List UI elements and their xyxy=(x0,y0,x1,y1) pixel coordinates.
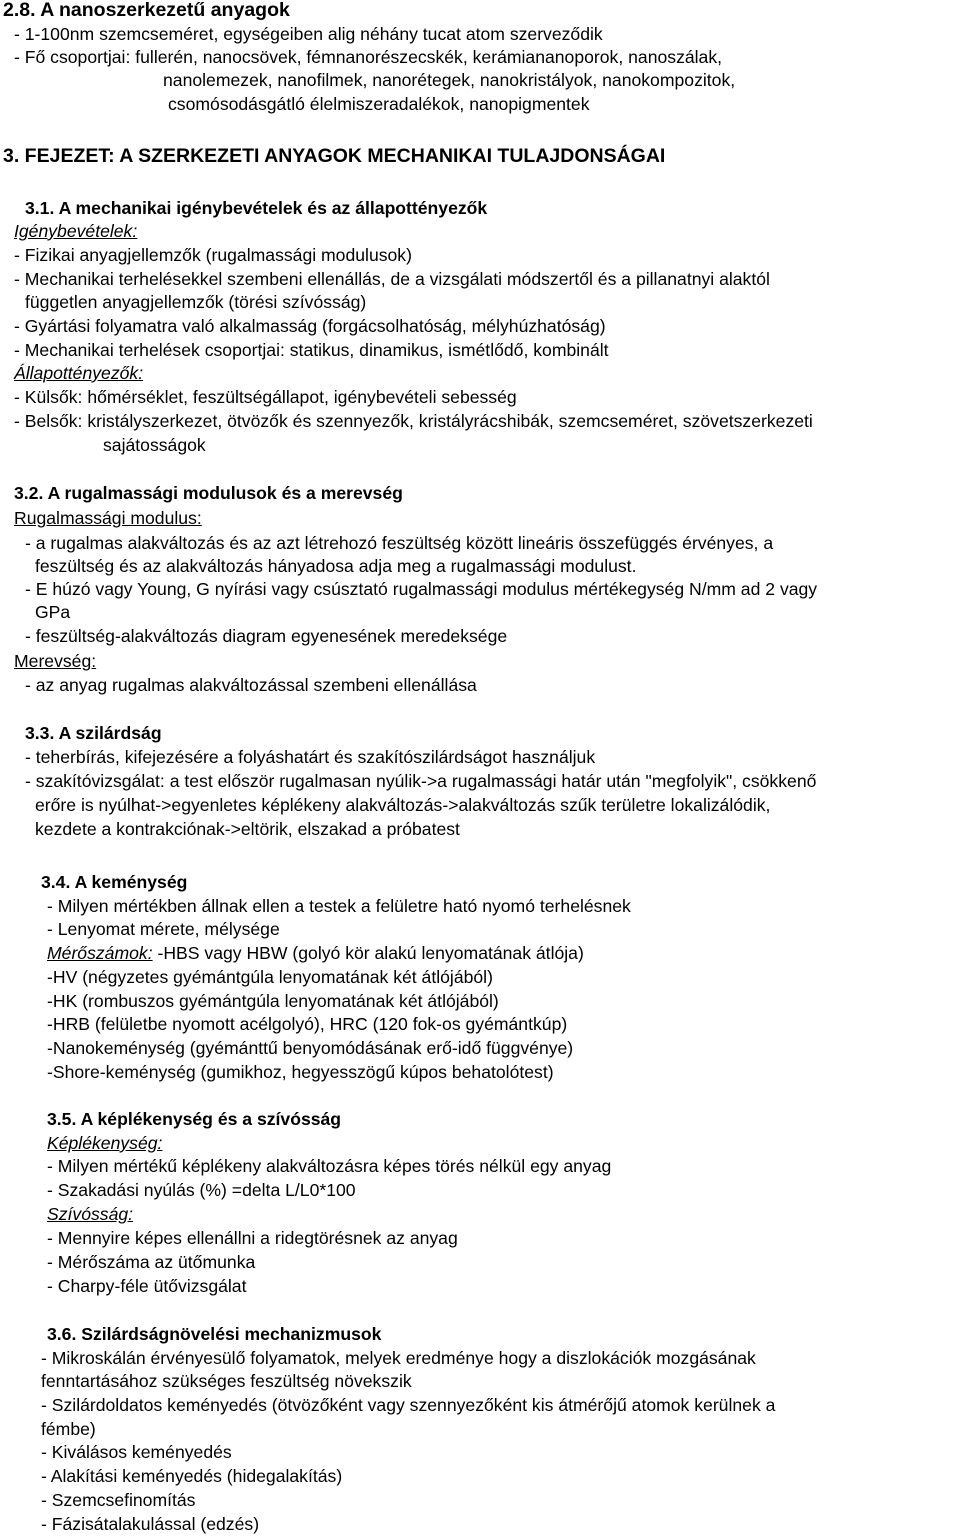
s31-line-6: - Külsők: hőmérséklet, feszültségállapot, igénybevételi sebesség xyxy=(14,387,517,407)
s32-line-3: - E húzó vagy Young, G nyírási vagy csúsztató rugalmassági modulus mértékegység N/mm ad 2 vagy xyxy=(25,579,818,599)
s28-line-4: csomósodásgátló élelmiszeradalékok, nanopigmentek xyxy=(168,94,590,114)
s35-subheading-keplekenyseg: Képlékenység: xyxy=(47,1133,163,1153)
s34-line-6: -HRB (felületbe nyomott acélgolyó), HRC (120 fok-os gyémántkúp) xyxy=(47,1014,568,1034)
section-3-5-heading: 3.5. A képlékenység és a szívósság xyxy=(47,1109,342,1129)
section-3-4-heading: 3.4. A keménység xyxy=(41,872,188,892)
s33-line-2: - szakítóvizsgálat: a test először rugalmasan nyúlik->a rugalmassági határ után "megfolyik", csökkenő xyxy=(25,771,817,791)
s34-line-3-row xyxy=(47,942,584,964)
s36-line-5: - Kiválásos keményedés xyxy=(41,1442,232,1462)
s35-line-1: - Milyen mértékű képlékeny alakváltozásra képes törés nélkül egy anyag xyxy=(47,1156,612,1176)
chapter-3-heading: 3. FEJEZET: A SZERKEZETI ANYAGOK MECHANIKAI TULAJDONSÁGAI xyxy=(3,145,666,167)
s34-line-3: -HBS vagy HBW (golyó kör alakú lenyomatának átlója) xyxy=(152,943,584,963)
s36-line-4: fémbe) xyxy=(41,1419,96,1439)
s31-line-1: - Fizikai anyagjellemzők (rugalmassági modulusok) xyxy=(14,245,412,265)
s36-line-3: - Szilárdoldatos keményedés (ötvözőként vagy szennyezőként kis átmérőjű atomok kerülnek a xyxy=(41,1395,776,1415)
s33-line-4: kezdete a kontrakciónak->eltörik, elszakad a próbatest xyxy=(35,819,460,839)
s32-line-5: - feszültség-alakváltozás diagram egyenesének meredeksége xyxy=(25,626,508,646)
s31-subheading-igenybevetelek: Igénybevételek: xyxy=(14,221,138,241)
s36-line-2: fenntartásához szükséges feszültség növekszik xyxy=(41,1371,412,1391)
s36-line-1: - Mikroskálán érvényesülő folyamatok, melyek eredménye hogy a diszlokációk mozgásának xyxy=(41,1348,756,1368)
s35-line-3: - Mennyire képes ellenállni a ridegtörésnek az anyag xyxy=(47,1228,458,1248)
s32-line-6: - az anyag rugalmas alakváltozással szembeni ellenállása xyxy=(25,675,477,695)
s32-line-1: - a rugalmas alakváltozás és az azt létrehozó feszültség között lineáris összefüggés érvényes, a xyxy=(25,533,774,553)
s31-line-5: - Mechanikai terhelések csoportjai: statikus, dinamikus, ismétlődő, kombinált xyxy=(14,340,609,360)
s32-line-2: feszültség és az alakváltozás hányadosa adja meg a rugalmassági modulust. xyxy=(35,556,637,576)
s34-line-8: -Shore-keménység (gumikhoz, hegyesszögű kúpos behatolótest) xyxy=(47,1062,554,1082)
s32-subheading-merevseg: Merevség: xyxy=(14,651,97,671)
s32-line-4: GPa xyxy=(35,602,71,622)
s36-line-8: - Fázisátalakulással (edzés) xyxy=(41,1514,260,1534)
s33-line-1: - teherbírás, kifejezésére a folyáshatárt és szakítószilárdságot használjuk xyxy=(25,747,596,767)
s31-line-2: - Mechanikai terhelésekkel szembeni ellenállás, de a vizsgálati módszertől és a pillanatnyi alaktól xyxy=(14,269,770,289)
s33-line-3: erőre is nyúlhat->egyenletes képlékeny alakváltozás->alakváltozás szűk területre lokalizálódik, xyxy=(35,795,771,815)
s34-line-1: - Milyen mértékben állnak ellen a testek a felületre ható nyomó terhelésnek xyxy=(47,896,631,916)
s35-line-4: - Mérőszáma az ütőmunka xyxy=(47,1252,256,1272)
s35-subheading-szivossag: Szívósság: xyxy=(47,1204,134,1224)
s28-line-2: - Fő csoportjai: fullerén, nanocsövek, fémnanorészecskék, kerámiananoporok, nanoszálak, xyxy=(14,47,723,67)
s34-line-7: -Nanokeménység (gyémánttű benyomódásának erő-idő függvénye) xyxy=(47,1038,574,1058)
s34-line-2: - Lenyomat mérete, mélysége xyxy=(47,919,280,939)
s28-line-3: nanolemezek, nanofilmek, nanorétegek, nanokristályok, nanokompozitok, xyxy=(163,70,736,90)
s36-line-7: - Szemcsefinomítás xyxy=(41,1490,196,1510)
section-3-6-heading: 3.6. Szilárdságnövelési mechanizmusok xyxy=(47,1324,382,1344)
s31-line-4: - Gyártási folyamatra való alkalmasság (forgácsolhatóság, mélyhúzhatóság) xyxy=(14,316,606,336)
section-3-2-heading: 3.2. A rugalmassági modulusok és a merevség xyxy=(14,483,403,503)
s31-subheading-allapottenyezok: Állapottényezők: xyxy=(14,363,144,383)
s36-line-6: - Alakítási keményedés (hidegalakítás) xyxy=(41,1466,343,1486)
section-3-1-heading: 3.1. A mechanikai igénybevételek és az állapottényezők xyxy=(25,198,488,218)
s31-line-7: - Belsők: kristályszerkezet, ötvözők és szennyezők, kristályrácshibák, szemcseméret, szövetszerkezeti xyxy=(14,411,813,431)
s28-line-1: - 1-100nm szemcseméret, egységeiben alig néhány tucat atom szerveződik xyxy=(14,24,603,44)
section-3-3-heading: 3.3. A szilárdság xyxy=(25,723,162,743)
s35-line-2: - Szakadási nyúlás (%) =delta L/L0*100 xyxy=(47,1180,356,1200)
s34-subheading-meroszamok: Mérőszámok: xyxy=(47,943,153,963)
section-2-8-heading: 2.8. A nanoszerkezetű anyagok xyxy=(3,0,290,21)
s34-line-4: -HV (négyzetes gyémántgúla lenyomatának két átlójából) xyxy=(47,967,493,987)
s31-line-3: független anyagjellemzők (törési szívósság) xyxy=(25,292,367,312)
s34-line-5: -HK (rombuszos gyémántgúla lenyomatának két átlójából) xyxy=(47,991,499,1011)
s31-line-8: sajátosságok xyxy=(103,435,206,455)
s35-line-5: - Charpy-féle ütővizsgálat xyxy=(47,1276,247,1296)
s32-subheading-rugalmassagi-modulus: Rugalmassági modulus: xyxy=(14,508,202,528)
